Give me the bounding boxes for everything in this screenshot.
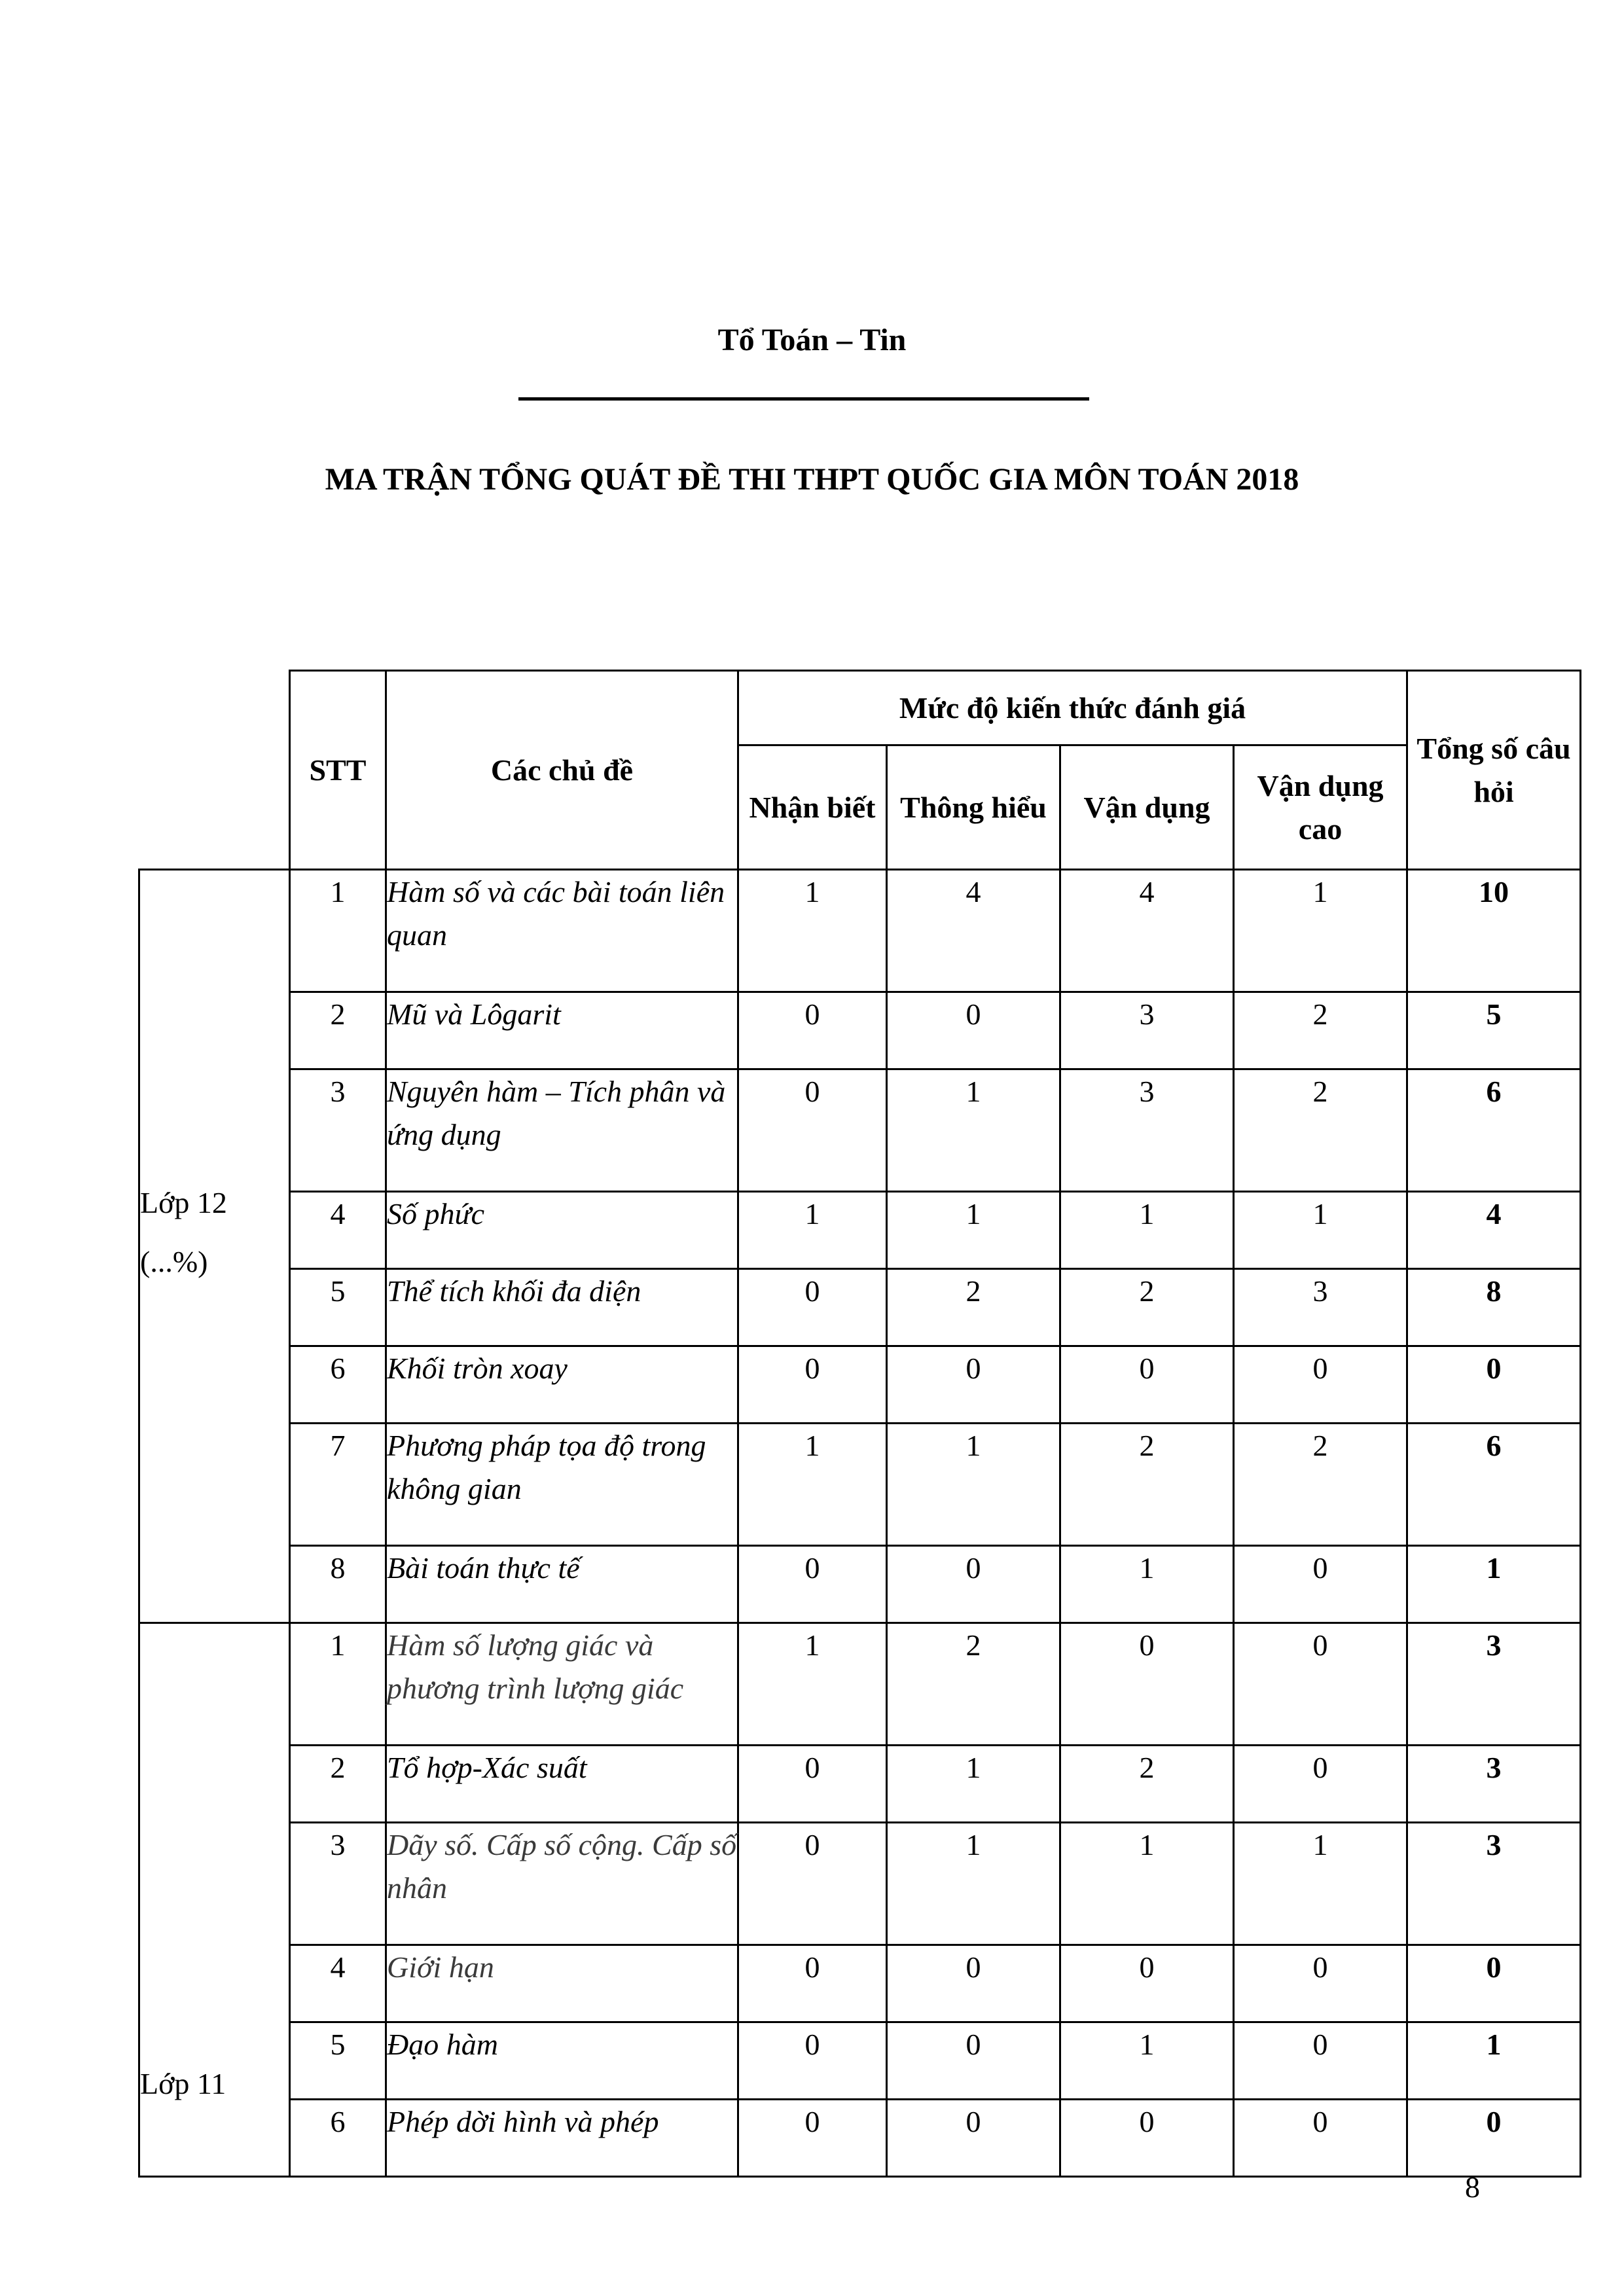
- row-level-value: 1: [1234, 1192, 1407, 1269]
- row-level-value: 0: [887, 2100, 1060, 2177]
- row-level-value: 2: [1234, 1424, 1407, 1546]
- row-total: 10: [1407, 870, 1581, 992]
- row-level-value: 0: [738, 992, 887, 1069]
- row-stt: 1: [290, 870, 386, 992]
- row-level-value: 0: [1234, 1746, 1407, 1823]
- row-topic: Đạo hàm: [386, 2022, 738, 2100]
- row-level-value: 0: [738, 1823, 887, 1945]
- table-row: [139, 1746, 1581, 1823]
- header-level-2: Thông hiểu: [887, 745, 1060, 870]
- row-level-value: 1: [887, 1746, 1060, 1823]
- grade-label: [139, 1623, 290, 2177]
- row-level-value: 3: [1060, 1069, 1234, 1192]
- row-level-value: 0: [738, 1069, 887, 1192]
- row-stt: 6: [290, 1346, 386, 1424]
- row-topic: Khối tròn xoay: [386, 1346, 738, 1424]
- table-row: [139, 2100, 1581, 2177]
- row-topic: Tổ hợp-Xác suất: [386, 1746, 738, 1823]
- header-topics: Các chủ đề: [386, 671, 738, 870]
- row-level-value: 2: [887, 1623, 1060, 1746]
- row-level-value: 4: [1060, 870, 1234, 992]
- row-total: 3: [1407, 1823, 1581, 1945]
- row-stt: 4: [290, 1192, 386, 1269]
- page-number: 8: [1465, 2170, 1480, 2204]
- exam-matrix-table: [138, 670, 1581, 2178]
- row-stt: 5: [290, 2022, 386, 2100]
- row-level-value: 1: [1060, 1192, 1234, 1269]
- row-level-value: 0: [738, 1546, 887, 1623]
- row-level-value: 0: [1234, 2022, 1407, 2100]
- row-topic: Hàm số lượng giác và phương trình lượng giác: [386, 1623, 738, 1746]
- row-total: 0: [1407, 1945, 1581, 2022]
- table-row: [139, 1069, 1581, 1192]
- row-level-value: 0: [887, 1346, 1060, 1424]
- row-topic: Dãy số. Cấp số cộng. Cấp số nhân: [386, 1823, 738, 1945]
- grade-name: Lớp 12: [140, 1186, 227, 1219]
- row-level-value: 2: [1234, 992, 1407, 1069]
- row-level-value: 0: [887, 1546, 1060, 1623]
- header-level-1: Nhận biết: [738, 745, 887, 870]
- row-level-value: 1: [887, 1069, 1060, 1192]
- row-topic: Giới hạn: [386, 1945, 738, 2022]
- header-level-3: Vận dụng: [1060, 745, 1234, 870]
- header-total: Tổng số câu hỏi: [1407, 671, 1581, 870]
- row-total: 8: [1407, 1269, 1581, 1346]
- row-topic: Phép dời hình và phép: [386, 2100, 738, 2177]
- row-topic: Hàm số và các bài toán liên quan: [386, 870, 738, 992]
- grade-label: [139, 870, 290, 1623]
- table-row: [139, 1823, 1581, 1945]
- row-stt: 3: [290, 1069, 386, 1192]
- header-level-group: Mức độ kiến thức đánh giá: [738, 671, 1407, 745]
- department-heading: Tổ Toán – Tin: [717, 323, 907, 357]
- row-level-value: 4: [887, 870, 1060, 992]
- table-row: [139, 1346, 1581, 1424]
- row-total: 6: [1407, 1424, 1581, 1546]
- heading-underline: [518, 397, 1089, 401]
- row-level-value: 0: [1234, 1546, 1407, 1623]
- row-topic: Nguyên hàm – Tích phân và ứng dụng: [386, 1069, 738, 1192]
- row-level-value: 2: [1234, 1069, 1407, 1192]
- row-total: 0: [1407, 1346, 1581, 1424]
- row-total: 6: [1407, 1069, 1581, 1192]
- row-stt: 1: [290, 1623, 386, 1746]
- row-total: 3: [1407, 1746, 1581, 1823]
- row-level-value: 1: [887, 1192, 1060, 1269]
- table-row: [139, 2022, 1581, 2100]
- row-level-value: 1: [738, 870, 887, 992]
- row-level-value: 1: [1234, 1823, 1407, 1945]
- row-level-value: 0: [1234, 1346, 1407, 1424]
- table-row: [139, 992, 1581, 1069]
- row-level-value: 1: [887, 1424, 1060, 1546]
- row-total: 5: [1407, 992, 1581, 1069]
- row-level-value: 0: [1060, 1945, 1234, 2022]
- row-level-value: 0: [1060, 1623, 1234, 1746]
- grade-name: Lớp 11: [140, 2067, 226, 2100]
- row-level-value: 3: [1060, 992, 1234, 1069]
- row-total: 1: [1407, 2022, 1581, 2100]
- row-level-value: 2: [1060, 1269, 1234, 1346]
- row-level-value: 0: [887, 2022, 1060, 2100]
- row-stt: 2: [290, 992, 386, 1069]
- table-row: [139, 1623, 1581, 1746]
- row-level-value: 0: [738, 1746, 887, 1823]
- row-total: 4: [1407, 1192, 1581, 1269]
- row-level-value: 0: [1234, 1945, 1407, 2022]
- document-title: MA TRẬN TỔNG QUÁT ĐỀ THI THPT QUỐC GIA MÔN TOÁN 2018: [325, 462, 1299, 497]
- row-topic: Thể tích khối đa diện: [386, 1269, 738, 1346]
- table-row: [139, 1546, 1581, 1623]
- row-stt: 7: [290, 1424, 386, 1546]
- row-level-value: 1: [738, 1623, 887, 1746]
- row-level-value: 1: [1060, 2022, 1234, 2100]
- row-level-value: 0: [738, 1945, 887, 2022]
- row-topic: Bài toán thực tế: [386, 1546, 738, 1623]
- row-level-value: 1: [738, 1424, 887, 1546]
- row-level-value: 0: [1060, 1346, 1234, 1424]
- row-level-value: 0: [1234, 1623, 1407, 1746]
- grade-percentage: (...%): [140, 1245, 208, 1278]
- row-stt: 5: [290, 1269, 386, 1346]
- row-level-value: 0: [1060, 2100, 1234, 2177]
- row-stt: 8: [290, 1546, 386, 1623]
- row-level-value: 0: [887, 1945, 1060, 2022]
- row-level-value: 0: [738, 1269, 887, 1346]
- row-level-value: 3: [1234, 1269, 1407, 1346]
- row-stt: 6: [290, 2100, 386, 2177]
- row-stt: 4: [290, 1945, 386, 2022]
- row-level-value: 1: [1060, 1823, 1234, 1945]
- row-level-value: 0: [1234, 2100, 1407, 2177]
- row-topic: Số phức: [386, 1192, 738, 1269]
- row-stt: 2: [290, 1746, 386, 1823]
- header-level-4: Vận dụng cao: [1234, 745, 1407, 870]
- row-total: 3: [1407, 1623, 1581, 1746]
- table-row: [139, 1269, 1581, 1346]
- row-level-value: 0: [738, 2022, 887, 2100]
- row-level-value: 2: [1060, 1424, 1234, 1546]
- row-level-value: 1: [887, 1823, 1060, 1945]
- row-level-value: 0: [738, 1346, 887, 1424]
- table-row: [139, 870, 1581, 992]
- row-topic: Phương pháp tọa độ trong không gian: [386, 1424, 738, 1546]
- row-topic: Mũ và Lôgarit: [386, 992, 738, 1069]
- table-row: [139, 1192, 1581, 1269]
- row-level-value: 0: [738, 2100, 887, 2177]
- row-level-value: 1: [1060, 1546, 1234, 1623]
- row-level-value: 2: [1060, 1746, 1234, 1823]
- row-total: 1: [1407, 1546, 1581, 1623]
- row-level-value: 0: [887, 992, 1060, 1069]
- table-row: [139, 1945, 1581, 2022]
- table-row: [139, 1424, 1581, 1546]
- row-level-value: 2: [887, 1269, 1060, 1346]
- row-total: 0: [1407, 2100, 1581, 2177]
- row-level-value: 1: [738, 1192, 887, 1269]
- row-stt: 3: [290, 1823, 386, 1945]
- empty-corner: [139, 671, 290, 870]
- row-level-value: 1: [1234, 870, 1407, 992]
- header-stt: STT: [290, 671, 386, 870]
